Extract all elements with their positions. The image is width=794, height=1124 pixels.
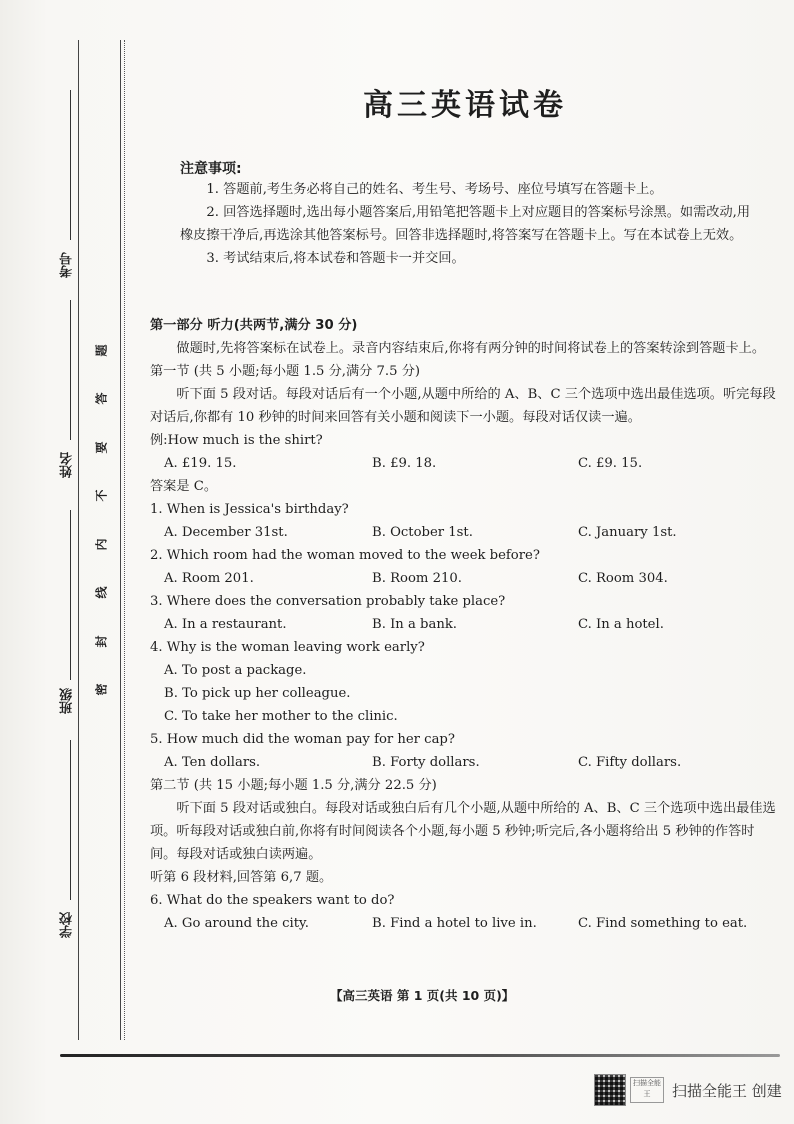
seal-char: 密 <box>94 683 109 696</box>
seal-dashed-line <box>124 40 125 1040</box>
margin-line-left <box>78 40 79 1040</box>
option-a: A. Room 201. <box>164 571 254 586</box>
page-title: 高三英语试卷 <box>363 88 567 123</box>
seal-char: 要 <box>94 441 109 454</box>
option-c: C. To take her mother to the clinic. <box>164 709 398 724</box>
part1-intro: 做题时,先将答案标在试卷上。录音内容结束后,你将有两分钟的时间将试卷上的答案转涂到答题卡上。 <box>176 341 766 356</box>
option-b: B. £9. 18. <box>372 456 437 471</box>
material-6-instruction: 听第 6 段材料,回答第 6,7 题。 <box>150 870 333 885</box>
question-6-options <box>150 912 780 935</box>
notice-heading: 注意事项: <box>180 161 242 177</box>
option-c: C. In a hotel. <box>578 617 664 632</box>
example-options <box>150 452 780 475</box>
option-a: A. Go around the city. <box>164 916 309 931</box>
scan-edge-line <box>60 1054 780 1057</box>
option-b: B. Room 210. <box>372 571 462 586</box>
question-1-options <box>150 521 780 544</box>
name-label: 姓名 <box>60 452 75 478</box>
section1-heading: 第一节 (共 5 小题;每小题 1.5 分,满分 7.5 分) <box>150 364 421 379</box>
school-label: 学校 <box>60 912 75 938</box>
option-c: C. Room 304. <box>578 571 668 586</box>
example-answer: 答案是 C。 <box>150 479 218 494</box>
option-c: C. January 1st. <box>578 525 677 540</box>
class-underline <box>70 510 71 680</box>
section1-intro: 听下面 5 段对话。每段对话后有一个小题,从题中所给的 A、B、C 三个选项中选出最佳选项。听完每段对话后,你都有 10 秒钟的时间来回答有关小题和阅读下一小题。每段对话仅读一遍。 <box>150 387 776 425</box>
seal-char: 内 <box>94 538 109 551</box>
name-underline <box>70 300 71 440</box>
seal-notice <box>92 342 110 698</box>
page-footer: 【高三英语 第 1 页(共 10 页)】 <box>330 988 515 1003</box>
part1-section <box>150 314 780 935</box>
section2-intro: 听下面 5 段对话或独白。每段对话或独白后有几个小题,从题中所给的 A、B、C 三个选项中选出最佳选项。听每段对话或独白前,你将有时间阅读各个小题,每小题 5 秒钟;听完后,各小题将给出 5 秒钟的作答时间。每段对话或独白读两遍。 <box>150 801 776 862</box>
option-a: A. December 31st. <box>164 525 288 540</box>
question-2-options <box>150 567 780 590</box>
option-a: A. To post a package. <box>164 663 307 678</box>
option-b: B. October 1st. <box>372 525 473 540</box>
option-c: C. Fifty dollars. <box>578 755 682 770</box>
class-label: 班级 <box>60 688 75 714</box>
scanner-watermark <box>594 1074 782 1106</box>
seal-char: 不 <box>94 489 109 502</box>
question-4: 4. Why is the woman leaving work early? <box>150 640 425 655</box>
option-a: A. Ten dollars. <box>164 755 261 770</box>
section2-heading: 第二节 (共 15 小题;每小题 1.5 分,满分 22.5 分) <box>150 778 437 793</box>
school-underline <box>70 740 71 900</box>
notice-item: 1. 答题前,考生务必将自己的姓名、考生号、考场号、座位号填写在答题卡上。 <box>206 182 663 197</box>
option-c: C. £9. 15. <box>578 456 643 471</box>
question-3-options <box>150 613 780 636</box>
seal-char: 线 <box>94 586 109 599</box>
option-a: A. £19. 15. <box>164 456 237 471</box>
exam-no-label: 考号 <box>60 252 75 278</box>
option-b: B. In a bank. <box>372 617 458 632</box>
option-c: C. Find something to eat. <box>578 916 748 931</box>
option-b: B. Forty dollars. <box>372 755 480 770</box>
question-2: 2. Which room had the woman moved to the week before? <box>150 548 540 563</box>
notice-item: 3. 考试结束后,将本试卷和答题卡一并交回。 <box>206 251 465 266</box>
exam-no-underline <box>70 90 71 240</box>
seal-char: 题 <box>94 344 109 357</box>
option-b: B. Find a hotel to live in. <box>372 916 537 931</box>
qr-code-icon <box>594 1074 626 1106</box>
question-6: 6. What do the speakers want to do? <box>150 893 395 908</box>
scanner-logo-icon: 扫描全能王 <box>630 1077 664 1103</box>
option-a: A. In a restaurant. <box>164 617 287 632</box>
notice-item: 2. 回答选择题时,选出每小题答案后,用铅笔把答题卡上对应题目的答案标号涂黑。如需改动,用橡皮擦干净后,再选涂其他答案标号。回答非选择题时,将答案写在答题卡上。写在本试卷上无效。 <box>180 205 751 243</box>
part1-heading: 第一部分 听力(共两节,满分 30 分) <box>150 318 358 333</box>
watermark-text: 扫描全能王 创建 <box>672 1081 782 1100</box>
question-5: 5. How much did the woman pay for her cap? <box>150 732 455 747</box>
example-question: 例:How much is the shirt? <box>150 433 323 448</box>
notice-list <box>180 178 758 270</box>
margin-line-right <box>120 40 121 1040</box>
seal-char: 封 <box>94 635 109 648</box>
question-5-options <box>150 751 780 774</box>
question-1: 1. When is Jessica's birthday? <box>150 502 349 517</box>
option-b: B. To pick up her colleague. <box>164 686 351 701</box>
question-3: 3. Where does the conversation probably take place? <box>150 594 506 609</box>
seal-char: 答 <box>94 392 109 405</box>
